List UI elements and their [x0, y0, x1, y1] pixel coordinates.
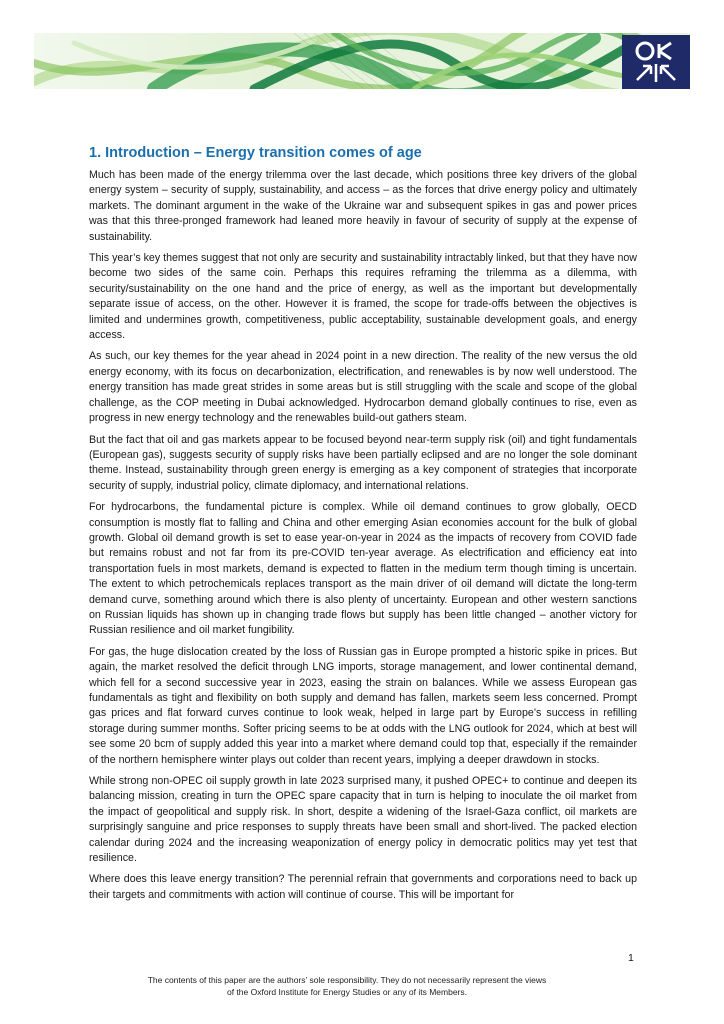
green-wave-banner	[34, 33, 690, 89]
paragraph: For hydrocarbons, the fundamental picture is complex. While oil demand continues to grow globally, OECD consumption is mostly flat to falling and China and other emerging Asian economies account for the bulk of global growth. Global oil demand growth is set to ease year-on-year in 2024 as the impacts of recovery from COVID fade but remains robust and not far from its pre-COVID ten-year average. As electrification and efficiency eat into transportation fuels in most markets, demand is expected to flatten in the medium term though timing is uncertain. The extent to which petrochemicals replaces transport as the main driver of oil demand will dictate the long-term demand curve, something around which there is also plenty of uncertainty. European and other western sanctions on Russian liquids has shown up in changing trade flows but supply has been little changed – another victory for Russian resilience and oil market fungibility.	[89, 501, 637, 637]
body-text	[89, 168, 637, 909]
footer-line: of the Oxford Institute for Energy Studies or any of its Members.	[227, 987, 467, 997]
section-heading: 1. Introduction – Energy transition comes of age	[89, 145, 422, 161]
paragraph: Much has been made of the energy trilemma over the last decade, which positions three key drivers of the global energy system – security of supply, sustainability, and access – as the forces that drive energy policy and ultimately markets. The dominant argument in the wake of the Ukraine war and subsequent spikes in gas and power prices was that this three-pronged framework had leaned more heavily in favour of security of supply at the expense of sustainability.	[89, 169, 637, 243]
paragraph: Where does this leave energy transition? The perennial refrain that governments and corporations need to back up their targets and commitments with action will continue of course. This will be important for	[89, 873, 637, 901]
paragraph: This year’s key themes suggest that not only are security and sustainability intractably linked, but that they have now become two sides of the same coin. Perhaps this requires reframing the trilemma as a dilemma, with security/sustainability on the one hand and the price of energy, as well as the important but developmentally separate issue of access, on the other. However it is framed, the scope for trade-offs between the objectives is limited and undermines growth, competitiveness, public acceptability, sustainable development goals, and energy access.	[89, 252, 637, 342]
footer-line: The contents of this paper are the authors’ sole responsibility. They do not necessarily represent the views	[147, 975, 547, 985]
page-number: 1	[628, 952, 634, 964]
paragraph: For gas, the huge dislocation created by the loss of Russian gas in Europe prompted a historic spike in prices. But again, the market resolved the deficit through LNG imports, storage management, and lower continental demand, which fell for a second successive year in 2023, easing the strain on balances. While we assess European gas fundamentals as tight and flexibility on both supply and demand has fallen, markets seem less concerned. Prompt gas prices and flat forward curves continue to look weak, helped in large part by Europe’s success in refilling storage during summer months. Softer pricing seems to be at odds with the LNG outlook for 2024, which at best will see some 20 bcm of supply added this year into a market where demand could top that, especially if the remainder of the northern hemisphere winter plays out colder than recent years, implying a deeper drawdown in stocks.	[89, 645, 637, 766]
oies-logo-icon	[622, 35, 690, 89]
footer-disclaimer	[80, 974, 614, 998]
paragraph: But the fact that oil and gas markets appear to be focused beyond near-term supply risk (oil) and tight fundamentals (European gas), suggests security of supply risks have been partially eclipsed and are no longer the sole dominant theme. Instead, sustainability through green energy is emerging as a key component of strategies that incorporate security of supply, industrial policy, climate diplomacy, and international relations.	[89, 433, 637, 492]
paragraph: As such, our key themes for the year ahead in 2024 point in a new direction. The reality of the new versus the old energy economy, with its focus on decarbonization, electrification, and renewables is by now well understood. The energy transition has made great strides in some areas but is still struggling with the scale and scope of the global challenge, as the COP meeting in Dubai acknowledged. Hydrocarbon demand globally continues to rise, even as progress in new energy technology and the renewables build-out gathers steam.	[89, 350, 637, 425]
paragraph: While strong non-OPEC oil supply growth in late 2023 surprised many, it pushed OPEC+ to continue and deepen its balancing mission, creating in turn the OPEC spare capacity that in turn is helping to inoculate the oil market from the impact of geopolitical and supply risk. In short, despite a widening of the Israel-Gaza conflict, oil markets are surprisingly sanguine and price responses to supply threats have been small and short-lived. The packed election calendar during 2024 and the increasing weaponization of energy policy in democratic politics may yet test that resilience.	[89, 775, 637, 865]
